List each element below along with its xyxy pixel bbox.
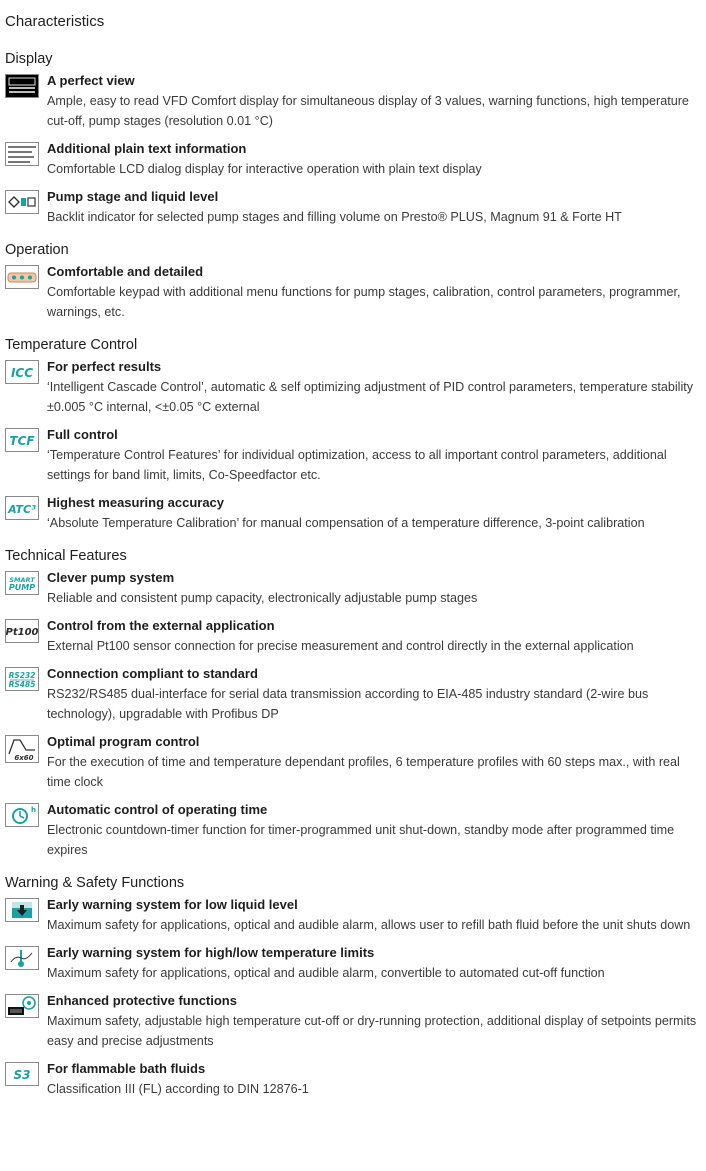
feature-item [5,568,706,608]
feature-description: Reliable and consistent pump capacity, electronically adjustable pump stages [47,591,478,605]
feature-item [5,493,706,533]
feature-description: ‘Temperature Control Features’ for individual optimization, access to all important control parameters, additional settings for band limit, limits, Co-Speedfactor etc. [47,448,667,482]
feature-title: Additional plain text information [47,141,247,156]
section-heading: Technical Features [5,548,127,564]
protective-functions-icon [5,994,39,1018]
feature-item [5,943,706,983]
tcf-icon-label: TCF [9,434,35,448]
section-heading: Temperature Control [5,337,138,353]
lcd-display-icon [5,142,39,166]
feature-item [5,139,706,179]
feature-title: Optimal program control [47,734,200,749]
svg-text:SMART: SMART [9,576,35,584]
feature-description: Maximum safety, adjustable high temperature cut-off or dry-running protection, additional display of setpoints permits easy and precise adjustments [47,1014,697,1048]
page-title: Characteristics [5,13,105,30]
section-operation [5,241,706,322]
icc-icon-label: ICC [10,366,34,380]
svg-text:RS232: RS232 [8,671,36,680]
feature-title: For perfect results [47,359,162,374]
feature-item [5,800,706,860]
program-control-icon [5,735,39,763]
smart-pump-icon [5,571,39,595]
feature-description: Backlit indicator for selected pump stages and filling volume on Presto® PLUS, Magnum 91 & Forte HT [47,210,622,224]
tcf-icon [5,428,39,452]
feature-item [5,991,706,1051]
section-technical-features [5,547,706,860]
feature-description: ‘Absolute Temperature Calibration’ for manual compensation of a temperature difference, 3-point calibration [47,516,645,530]
feature-item [5,732,706,792]
feature-title: Control from the external application [47,618,275,633]
feature-description: Comfortable keypad with additional menu functions for pump stages, calibration, control parameters, programmer, warnings, etc. [47,285,681,319]
feature-title: A perfect view [47,73,135,88]
feature-title: Automatic control of operating time [47,802,268,817]
feature-item [5,187,706,227]
feature-item [5,357,706,417]
feature-title: Highest measuring accuracy [47,495,225,510]
vfd-display-icon [5,74,39,98]
icc-icon [5,360,39,384]
feature-item [5,425,706,485]
feature-description: ‘Intelligent Cascade Control’, automatic & self optimizing adjustment of PID control parameters, temperature stability ±0.005 °C internal, <±0.05 °C external [47,380,694,414]
pt100-icon [5,619,39,643]
feature-item [5,664,706,724]
keypad-icon [5,265,39,289]
feature-title: Pump stage and liquid level [47,189,219,204]
feature-item [5,616,706,656]
feature-description: External Pt100 sensor connection for precise measurement and control directly in the external application [47,639,634,653]
feature-description: Comfortable LCD dialog display for interactive operation with plain text display [47,162,482,176]
low-liquid-level-icon [5,898,39,922]
flammable-fluids-icon [5,1062,39,1086]
feature-description: Maximum safety for applications, optical and audible alarm, convertible to automated cut-off function [47,966,605,980]
pump-level-indicator-icon [5,190,39,214]
section-heading: Warning & Safety Functions [5,875,185,891]
feature-title: Comfortable and detailed [47,264,204,279]
feature-title: Connection compliant to standard [47,666,258,681]
rs232-rs485-icon [5,667,39,691]
section-warning-safety [5,874,706,1099]
feature-description: Ample, easy to read VFD Comfort display for simultaneous display of 3 values, warning functions, high temperature cut-off, pump stages (resolution 0.01 °C) [47,94,689,128]
feature-item [5,71,706,131]
feature-description: Classification III (FL) according to DIN 12876-1 [47,1082,309,1096]
section-temperature-control [5,336,706,533]
temperature-limits-icon [5,946,39,970]
feature-description: For the execution of time and temperature dependant profiles, 6 temperature profiles with 60 steps max., with real time clock [47,755,680,789]
feature-title: Enhanced protective functions [47,993,237,1008]
timer-icon [5,803,39,827]
feature-title: Early warning system for low liquid level [47,897,298,912]
feature-description: Electronic countdown-timer function for timer-programmed unit shut-down, standby mode after programmed time expires [47,823,675,857]
feature-item [5,262,706,322]
feature-description: Maximum safety for applications, optical and audible alarm, allows user to refill bath fluid before the unit shuts down [47,918,691,932]
atc3-icon [5,496,39,520]
section-heading: Operation [5,242,69,258]
svg-text:h: h [31,806,36,814]
pt100-icon-label: Pt100 [6,627,38,638]
svg-text:RS485: RS485 [8,680,36,689]
feature-item [5,1059,706,1099]
section-heading: Display [5,51,53,67]
svg-text:PUMP: PUMP [8,583,36,592]
feature-description: RS232/RS485 dual-interface for serial data transmission according to EIA-485 industry standard (2-wire bus technology), upgradable with Profibus DP [47,687,649,721]
feature-item [5,895,706,935]
feature-title: Full control [47,427,118,442]
feature-title: For flammable bath fluids [47,1061,206,1076]
atc3-icon-label: ATC³ [8,503,36,516]
section-display [5,50,706,227]
feature-title: Clever pump system [47,570,175,585]
program-control-icon-label: 6x60 [14,754,34,762]
feature-title: Early warning system for high/low temperature limits [47,945,375,960]
flammable-fluids-icon-label: S3 [13,1068,31,1082]
